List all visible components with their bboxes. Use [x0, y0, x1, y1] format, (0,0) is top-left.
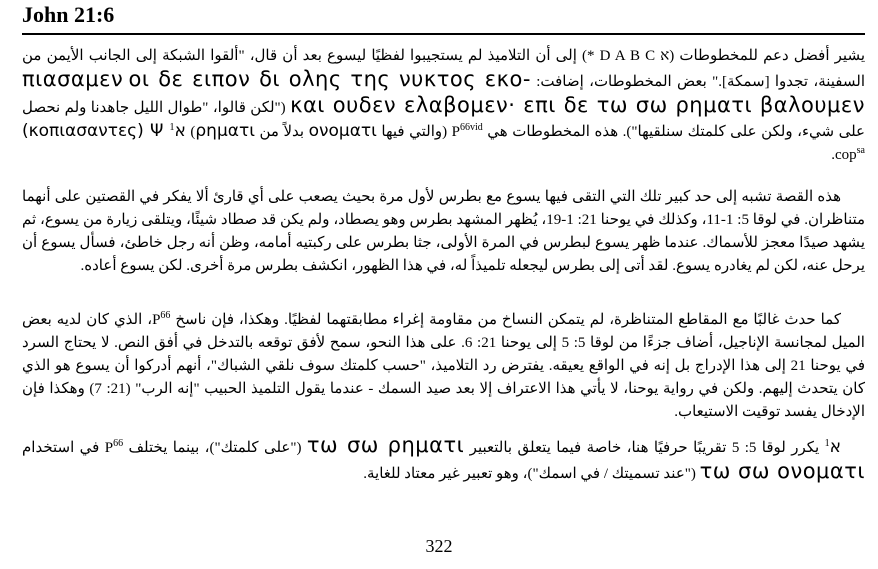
page-header-title: John 21:6: [22, 2, 115, 27]
header-rule: [22, 33, 865, 35]
p1-aleph1: א$^1$: [169, 121, 186, 141]
paragraph-story-parallel: [22, 186, 865, 278]
p3-p66: $P^{66}$: [152, 310, 171, 328]
p4-text-d: ("عند تسميتك / في اسمك")، وهو تعبير غير معتاد للغاية.: [363, 466, 700, 482]
p4-aleph1: א$^1$: [824, 437, 842, 457]
p3-text-a: كما حدث غالبًا مع المقاطع المتناظرة، لم يتمكن النساخ من مقاومة إغراء مطابقتهما لفظيًا. وهكذا، فإن ناسخ: [170, 312, 841, 328]
p1-text-e: بدلاً من: [254, 124, 309, 140]
p1-p66vid: $P^{66vid}$: [451, 122, 483, 140]
p1-greek-line-b: πιασαμεν και ουδεν ελαβομεν· επι δε τω σω ρηματι βαλουμεν: [22, 67, 865, 117]
p1-text-d: (والتي فيها: [376, 124, 452, 140]
p1-greek-onomati: ονοματι: [308, 121, 377, 141]
p3-text-b: ، الذي كان لديه بعض الميل لمجانسة الإناجيل، أضاف جزءًا من لوقا 5: 5 إلى يوحنا 21: 6. على هذا النحو، سمح لأفق توقعه بالتدخل في أفق النص. لا يحتاج السرد في يوحنا 21 إلى هذا الإدراج بل إنه في الواقع يعيقه. يفترض رد التلاميذ، "حسب كلمتك سوف نلقي الشباك"، أنهم أدركوا أن يسوع هو الذي كان يتحدث إليهم. ولكن في رواية يوحنا، لا يأتي هذا الاعتراف إلا بعد صيد السمك - عندما يقول التلميذ الحبيب "إنه الرب" (21: 7) وهكذا فإن الإدخال يفسد توقيت الاستيعاب.: [22, 312, 866, 420]
page-number: 322: [425, 536, 453, 556]
paragraph-aleph-luke: [22, 434, 865, 486]
p1-text-f: ): [185, 124, 196, 140]
p2-text: هذه القصة تشبه إلى حد كبير تلك التي التقى فيها يسوع مع بطرس لأول مرة بحيث يصعب على أي قارئ ألا يفكر في القصتين على أنهما متناظران. في لوقا 5: 1-11، وكذلك في يوحنا 21: 1-19، يُظهر المشهد بطرس وهو يصطاد، ولم يكن قد صطاد شيئًا، ويتلقى زيارة من يسوع، ثم يشهد صيدًا معجز للأسماك. عندما ظهر يسوع لبطرس في المرة الأولى، جثا بطرس على ركبتيه أمامه، وظن أنه رجل خاطئ، فسأل يسوع أن يرحل عنه، لكن لم يغادره يسوع. لقد أتى إلى بطرس ليجعله تلميذاً له، في هذا الظهور، انكشف بطرس مرة أخرى. لكن يسوع أعاده.: [22, 189, 866, 274]
p1-greek-line-a: οι δε ειπον δι ολης της νυκτος εκο-: [128, 67, 531, 91]
p4-text-b: ("على كلمتك")، بينما يختلف: [123, 440, 307, 456]
paragraph-manuscripts: يشير أفضل دعم للمخطوطات (* D A B C א) إلى أن التلاميذ لم يستجيبوا لفظيًا ليسوع بعد أن قال، "ألقوا الشبكة إلى الجانب الأيمن من السفينة، تجدوا [سمكة]." بعض المخطوطات، إضافت: οι δε ειπον δι ολης της νυκτος εκο- πιασαμεν και ουδεν ελαβομεν· επι δε τω σω ρηματι βαλουμεν ("لكن قالوا، "طوال الليل جاهدنا ولم نحصل على شيء، ولكن على كلمتك سنلقيها"). هذه المخطوطات هي $P^{66vid}$ (والتي فيها ονοματι بدلاً من ρηματι) א$^1$ Ψ (κοπιασαντες) cop$^{sa}$.: [22, 48, 866, 163]
p1-mss-list: * D A B C א: [587, 48, 670, 64]
p1-copsa: cop$^{sa}$: [834, 145, 865, 163]
p1-psi: Ψ: [143, 121, 170, 141]
p1-text-b: ) إلى أن التلاميذ لم يستجيبوا لفظيًا ليسوع بعد أن قال، "ألقوا الشبكة إلى الجانب الأيمن من السفينة، تجدوا [سمكة]." بعض المخطوطات، إضافت:: [22, 48, 865, 90]
p4-greek-rhemati: τω σω ρηματι: [306, 433, 465, 457]
p1-greek-kopiasantes: (κοπιασαντες): [22, 121, 144, 141]
paragraph-harmonization: [22, 309, 865, 424]
p1-greek-rhemati: ρηματι: [195, 121, 255, 141]
p4-greek-onomati: τω σω ονοματι: [699, 459, 865, 483]
p4-p66: $P^{66}$: [104, 438, 124, 456]
p1-text-a: يشير أفضل دعم للمخطوطات (: [669, 48, 866, 64]
p1-text-c: ("لكن قالوا، "طوال الليل جاهدنا ولم نحصل على شيء، ولكن على كلمتك سنلقيها"). هذه المخطوطات هي: [22, 100, 866, 140]
p4-text-c: في استخدام: [22, 440, 105, 456]
p4-text-a: يكرر لوقا 5: 5 تقريبًا حرفيًا هنا، خاصة فيما يتعلق بالتعبير: [464, 440, 825, 456]
